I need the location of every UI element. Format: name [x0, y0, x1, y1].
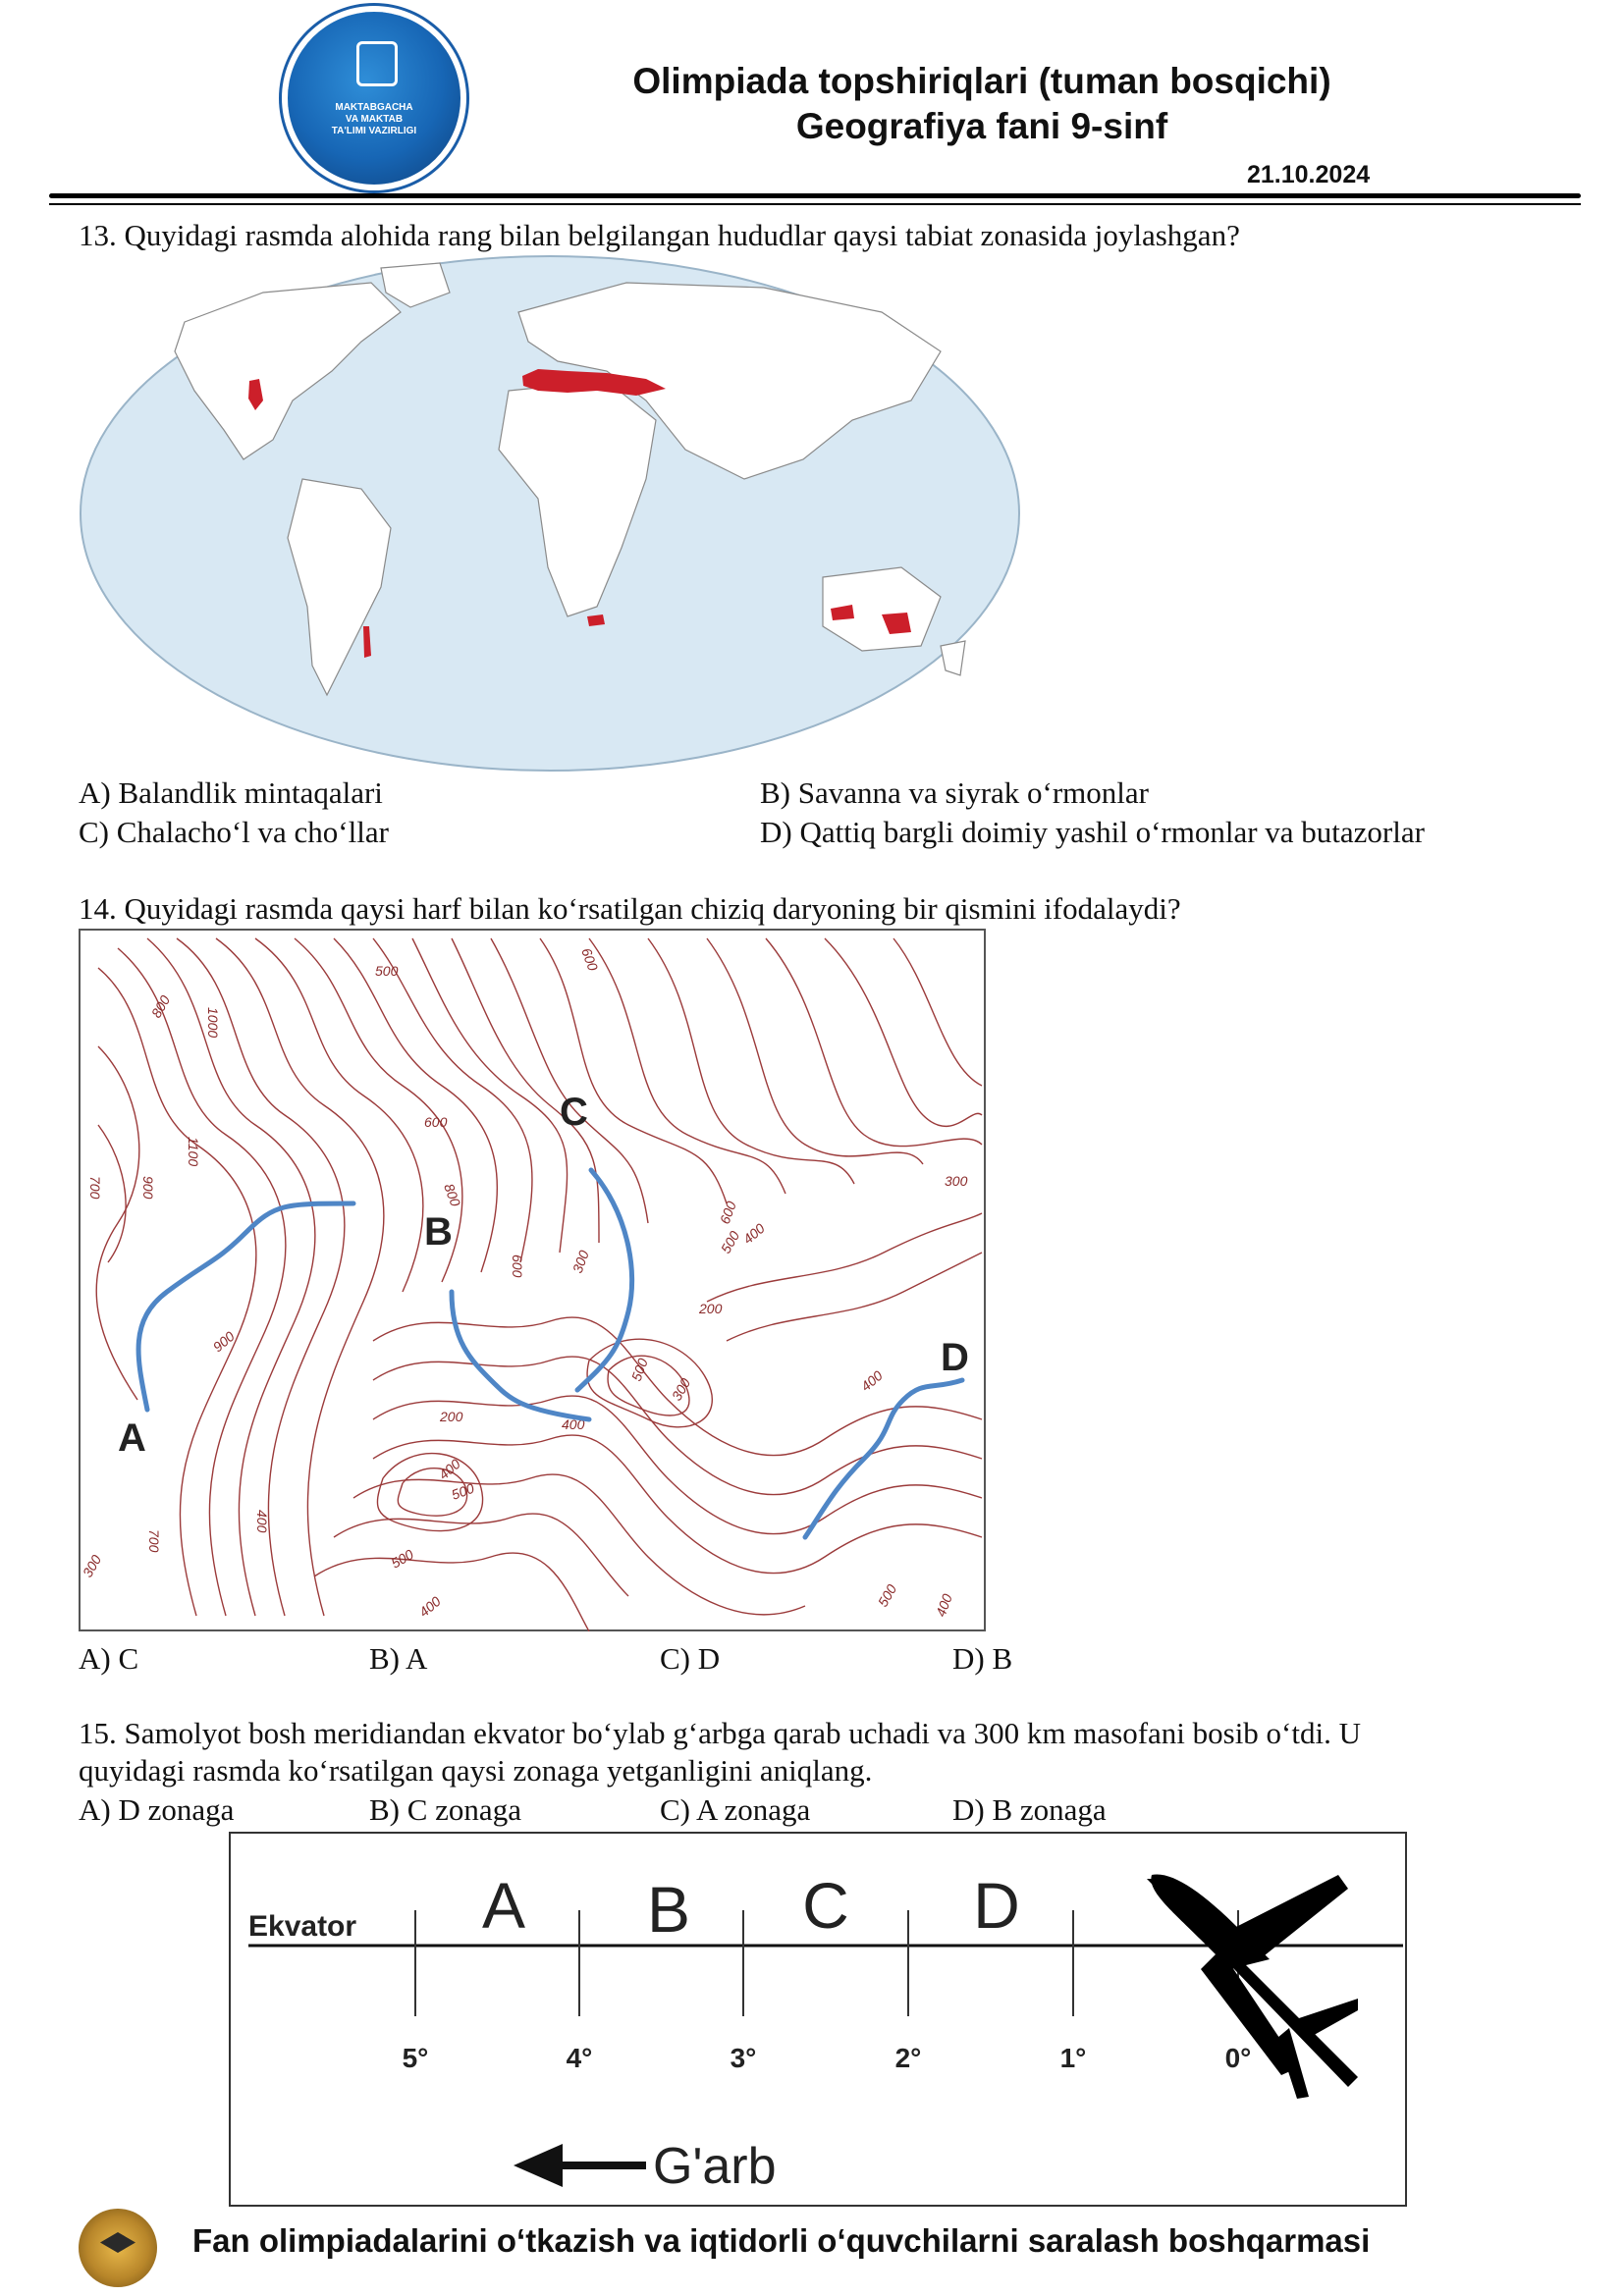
logo-text-line: TA'LIMI VAZIRLIGI [331, 126, 417, 136]
contour-label: 800 [147, 992, 174, 1021]
q15-option-c[interactable]: C) A zonaga [660, 1792, 811, 1827]
contour-label: 600 [510, 1255, 525, 1278]
contour-label: 1000 [205, 1007, 221, 1039]
zone-label-b: B [646, 1873, 691, 1946]
contour-label: 800 [441, 1181, 464, 1208]
equator-label: Ekvator [248, 1910, 357, 1943]
question-14-text: 14. Quyidagi rasmda qaysi harf bilan ko‘rsatilgan chiziq daryoning bir qismini ifodalaydi? [79, 891, 1181, 926]
map-label-b: B [424, 1210, 453, 1254]
question-15-text-line-1: 15. Samolyot bosh meridiandan ekvator bo‘ylab g‘arbga qarab uchadi va 300 km masofani bosib o‘tdi. U [79, 1716, 1361, 1750]
contour-label: 500 [375, 963, 399, 979]
contour-label: 300 [945, 1173, 968, 1189]
map-label-d: D [941, 1336, 969, 1379]
contour-label: 400 [415, 1593, 444, 1621]
zone-label-d: D [973, 1869, 1020, 1942]
zone-label-c: C [802, 1869, 849, 1942]
ministry-logo [288, 12, 460, 185]
header-title: Olimpiada topshiriqlari (tuman bosqichi) [632, 61, 1331, 101]
contour-label: 700 [146, 1529, 162, 1553]
highlight-cape [587, 614, 605, 626]
header-divider-thin [49, 203, 1581, 205]
contour-label: 600 [424, 1114, 448, 1130]
q14-option-a[interactable]: A) C [79, 1641, 139, 1676]
degree-label: 4° [566, 2043, 593, 2073]
q14-option-d[interactable]: D) B [952, 1641, 1013, 1676]
book-icon [356, 41, 398, 86]
map-label-a: A [118, 1416, 146, 1460]
contour-label: 200 [699, 1301, 723, 1316]
contour-label: 400 [435, 1456, 463, 1483]
q13-option-b[interactable]: B) Savanna va siyrak o‘rmonlar [760, 775, 1149, 810]
degree-label: 5° [402, 2043, 429, 2073]
topographic-map [79, 929, 986, 1631]
q14-option-b[interactable]: B) A [369, 1641, 428, 1676]
contour-label: 200 [440, 1409, 463, 1424]
contour-label: 900 [209, 1328, 238, 1356]
contour-label: 600 [578, 945, 602, 973]
degree-label: 2° [894, 2043, 922, 2073]
contour-label: 400 [932, 1591, 955, 1620]
contour-label: 500 [717, 1228, 743, 1256]
contour-label: 400 [739, 1220, 768, 1248]
map-label-c: C [560, 1091, 588, 1134]
q15-option-b[interactable]: B) C zonaga [369, 1792, 521, 1827]
contour-label: 500 [874, 1581, 900, 1610]
q15-option-d[interactable]: D) B zonaga [952, 1792, 1107, 1827]
contour-label: 600 [716, 1199, 739, 1227]
logo-text [288, 102, 460, 137]
logo-text-line: VA MAKTAB [345, 114, 404, 125]
graduation-cap-icon [100, 2232, 135, 2262]
question-15-text-line-2: quyidagi rasmda ko‘rsatilgan qaysi zonaga yetganligini aniqlang. [79, 1753, 873, 1788]
header-divider [49, 193, 1581, 198]
equator-diagram [229, 1832, 1407, 2207]
world-map [77, 253, 1023, 774]
q15-option-a[interactable]: A) D zonaga [79, 1792, 235, 1827]
logo-text-line: MAKTABGACHA [335, 102, 413, 113]
header-subtitle: Geografiya fani 9-sinf [795, 106, 1168, 146]
contour-label: 300 [79, 1552, 105, 1580]
contour-label: 300 [568, 1248, 592, 1276]
zone-label-a: A [481, 1869, 526, 1942]
contour-label: 900 [140, 1176, 156, 1200]
header-date: 21.10.2024 [1247, 161, 1371, 188]
q13-option-c[interactable]: C) Chalacho‘l va cho‘llar [79, 815, 389, 849]
q13-option-d[interactable]: D) Qattiq bargli doimiy yashil o‘rmonlar va butazorlar [760, 815, 1425, 849]
question-13-text: 13. Quyidagi rasmda alohida rang bilan belgilangan hududlar qaysi tabiat zonasida joylashgan? [79, 218, 1240, 252]
contour-label: 400 [562, 1416, 585, 1432]
q14-option-c[interactable]: C) D [660, 1641, 721, 1676]
footer-text: Fan olimpiadalarini o‘tkazish va iqtidorli o‘quvchilarni saralash boshqarmasi [192, 2222, 1371, 2259]
contour-label: 500 [388, 1546, 416, 1572]
contour-label: 1100 [186, 1137, 201, 1167]
new-zealand [941, 641, 965, 675]
direction-label: G'arb [653, 2138, 777, 2195]
q13-option-a[interactable]: A) Balandlik mintaqalari [79, 775, 383, 810]
contour-label: 500 [627, 1356, 651, 1384]
contour-label: 500 [449, 1479, 476, 1503]
contour-label: 300 [668, 1375, 694, 1404]
department-logo [79, 2209, 157, 2287]
contour-label: 400 [254, 1510, 270, 1533]
degree-label: 1° [1059, 2043, 1087, 2073]
contour-label: 700 [87, 1176, 103, 1200]
degree-label: 0° [1224, 2043, 1252, 2073]
degree-label: 3° [730, 2043, 757, 2073]
contour-label: 400 [857, 1367, 886, 1395]
